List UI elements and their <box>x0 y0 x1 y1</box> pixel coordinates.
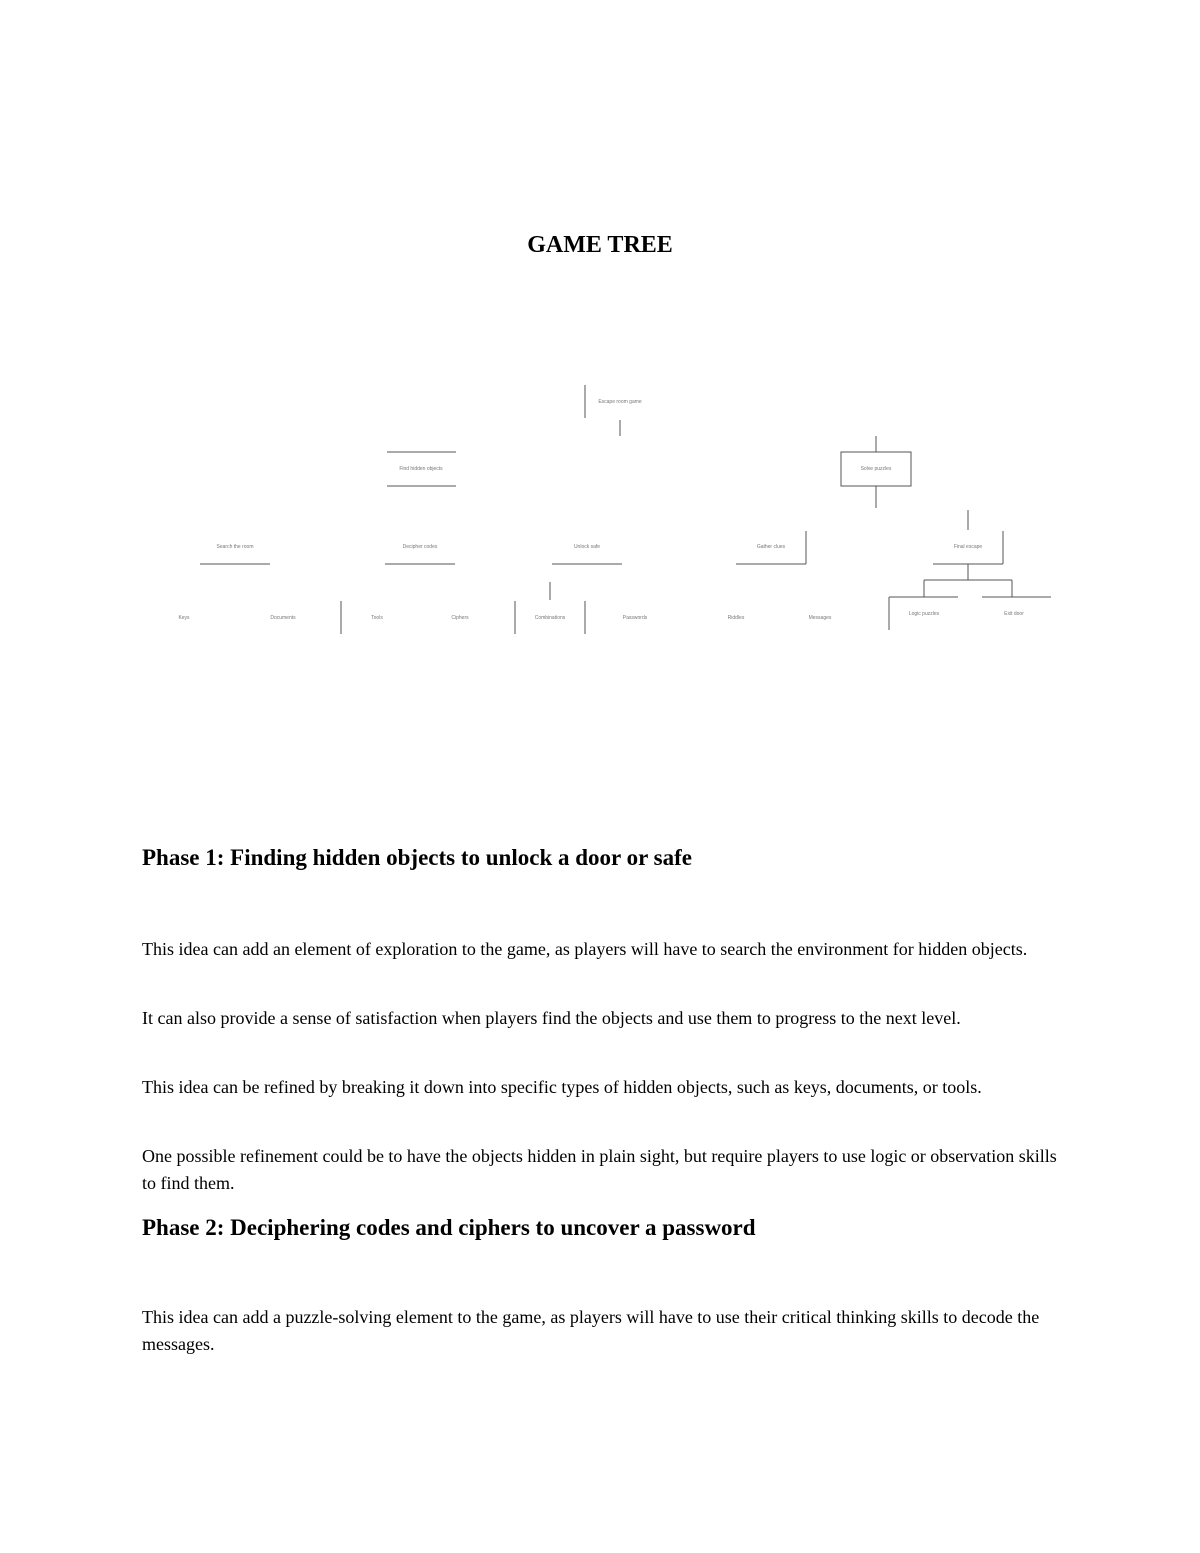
game-tree-diagram <box>0 0 1200 700</box>
phase1-paragraph: This idea can be refined by breaking it down into specific types of hidden objects, such as keys, documents, or tools. <box>142 1077 982 1097</box>
phase1-paragraph: It can also provide a sense of satisfaction when players find the objects and use them to progress to the next level. <box>142 1008 961 1028</box>
tree-node-label: Gather clues <box>756 544 786 550</box>
tree-node-label: Solve puzzles <box>860 466 892 472</box>
tree-node-label: Find hidden objects <box>399 466 443 472</box>
phase2-heading: Phase 2: Deciphering codes and ciphers to uncover a password <box>142 1215 756 1240</box>
tree-leaf-label: Documents <box>270 615 296 621</box>
tree-node-label: Search the room <box>216 544 254 550</box>
phase1-paragraph: One possible refinement could be to have the objects hidden in plain sight, but require players to use logic or observation skills to find them. <box>142 1146 1057 1193</box>
tree-node-label: Unlock safe <box>573 544 601 550</box>
tree-root-label: Escape room game <box>598 399 642 405</box>
tree-leaf-label: Keys <box>178 615 190 621</box>
phase2-paragraph: This idea can add a puzzle-solving element to the game, as players will have to use their critical thinking skills to decode the messages. <box>142 1307 1040 1354</box>
phase1-heading: Phase 1: Finding hidden objects to unlock a door or safe <box>142 845 692 870</box>
tree-leaf-label: Combinations <box>534 615 566 621</box>
tree-leaf-label: Tools <box>371 615 383 621</box>
tree-leaf-label: Exit door <box>1004 611 1024 617</box>
tree-leaf-label: Riddles <box>727 615 745 621</box>
tree-node-label: Final escape <box>953 544 983 550</box>
page-title: GAME TREE <box>527 232 673 258</box>
tree-leaf-label: Logic puzzles <box>908 611 940 617</box>
tree-leaf-label: Ciphers <box>451 615 469 621</box>
tree-leaf-label: Passwords <box>622 615 648 621</box>
tree-node-label: Decipher codes <box>402 544 438 550</box>
phase1-paragraph: This idea can add an element of exploration to the game, as players will have to search the environment for hidden objects. <box>142 939 1028 959</box>
tree-leaf-label: Messages <box>808 615 832 621</box>
